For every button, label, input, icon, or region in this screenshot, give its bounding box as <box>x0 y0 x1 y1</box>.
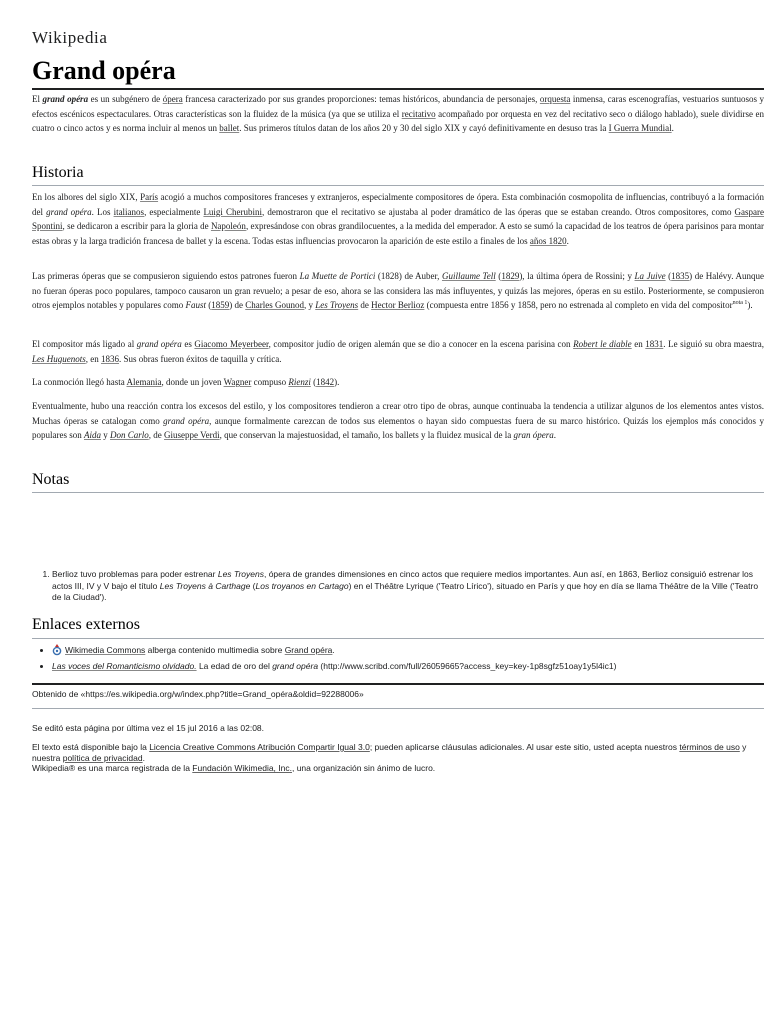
text-run: . <box>671 123 674 134</box>
text-run: , en <box>85 353 101 364</box>
inline-link[interactable]: Wagner <box>223 377 252 387</box>
text-run: , especialmente <box>144 206 204 217</box>
text-run: . Sus primeros títulos datan de los años 20 y 30 del siglo XIX y cayó definitivamente en desuso tras la <box>239 123 609 134</box>
inline-link[interactable]: Napoleón <box>210 221 246 232</box>
wikimedia-commons-icon <box>52 644 62 656</box>
inline-link[interactable]: 1831 <box>645 339 664 349</box>
inline-link[interactable]: ballet <box>219 123 240 134</box>
text-run: La conmoción llegó hasta <box>32 377 127 387</box>
inline-link[interactable]: Charles Gounod <box>245 300 304 311</box>
list-item <box>52 643 764 657</box>
text-run: Las primeras óperas que se compusieron siguiendo estos patrones fueron <box>32 271 300 281</box>
text-run: grand opéra <box>46 206 92 217</box>
inline-link[interactable]: 1859 <box>211 300 230 311</box>
text-run: grand opéra <box>42 94 89 104</box>
text-run: El texto está disponible bajo la <box>32 742 150 752</box>
text-run: . <box>332 645 335 655</box>
inline-link[interactable]: Guillaume Tell <box>441 271 496 281</box>
text-run: . Sus obras fueron éxitos de taquilla y crítica. <box>119 353 282 364</box>
inline-link[interactable]: Gaspare Spontini <box>32 206 765 232</box>
text-run: , de <box>148 430 165 441</box>
text-run: alberga contenido multimedia sobre <box>145 645 285 655</box>
inline-link[interactable]: recitativo <box>401 108 436 119</box>
text-run: ( <box>250 580 256 591</box>
text-run: gran ópera <box>513 430 554 441</box>
section-heading-notas: Notas <box>32 471 70 488</box>
inline-link[interactable]: París <box>140 192 159 202</box>
inline-link[interactable]: Les Troyens <box>315 300 359 311</box>
license-text <box>32 742 764 764</box>
inline-link[interactable]: política de privacidad <box>62 753 143 763</box>
text-run: . Le siguió su obra maestra, <box>663 339 765 349</box>
title-divider <box>32 88 764 90</box>
inline-link[interactable]: Don Carlo <box>110 430 149 441</box>
text-run: francesa caracterizado por sus grandes proporciones: temas históricos, abundancia de personajes, <box>182 94 540 104</box>
text-run: ) de Halévy. Aunque no fueran óperas poco populares, tampoco causaron un gran revuelo; a pesar de eso, ahora se las considera las más influyentes, y quizás las mejores, óperas en su estilo. Posteriormente, se compusieron otros ejemplos notables y populares como <box>32 271 765 311</box>
notes-list <box>32 569 764 604</box>
text-run: ( <box>495 271 502 281</box>
text-run: ) en el Théâtre Lyrique ('Teatro Lírico'), situado en París y que hoy en día se llama Théâtre de la Ville ('Teatro de la Ciudad'). <box>52 580 759 602</box>
text-run: ) de <box>229 300 246 311</box>
section-heading-enlaces: Enlaces externos <box>32 616 140 633</box>
intro-paragraph <box>32 92 764 136</box>
inline-link[interactable]: Rienzi <box>288 377 311 387</box>
text-run: acompañado por orquesta en vez del recitativo seco o diálogo hablado), suele dividirse en cuatro o cinco actos y es norma incluir al menos un <box>32 108 764 134</box>
historia-paragraph-1 <box>32 190 764 249</box>
text-run: grand opéra <box>163 415 210 426</box>
inline-link[interactable]: Robert le diable <box>573 339 632 349</box>
inline-link[interactable]: Hector Berlioz <box>371 300 425 311</box>
text-run: ), la última ópera de Rossini; y <box>519 271 635 281</box>
external-links-list <box>32 643 764 675</box>
text-run: Les Troyens à Carthage <box>159 580 251 591</box>
text-run: en <box>631 339 646 349</box>
text-run: , y <box>304 300 316 311</box>
inline-link[interactable]: Licencia Creative Commons Atribución Compartir Igual 3.0 <box>149 742 370 752</box>
text-run: , expresándose con obras grandilocuentes, a la medida del emperador. A esto se sumó la capacidad de los teatros de ópera parisinos para montar estas obras y la larga tradición francesa de ballet y la escena. Todas estas influencias provocaron la aparición de este estilo a finales de los <box>32 221 764 247</box>
footer-divider <box>32 708 764 709</box>
note-reference[interactable]: nota 1 <box>732 300 748 307</box>
text-run: y nuestra <box>32 742 747 763</box>
text-run: Eventualmente, hubo una reacción contra los excesos del estilo, y los compositores tendieron a crear otro tipo de obras, aunque continuaba la tendencia a utilizar algunos de los elementos antes vistos. Muchas óperas se catalogan como <box>32 401 764 426</box>
text-run: (http://www.scribd.com/full/26059665?access_key=key-1p8sgfz51oay1y5l4ic1) <box>318 661 617 671</box>
inline-link[interactable]: Giuseppe Verdi <box>164 430 220 441</box>
text-run: Berlioz tuvo problemas para poder estrenar <box>52 569 218 579</box>
historia-paragraph-5 <box>32 399 764 443</box>
text-run: , se dedicaron a escribir para la gloria de <box>62 221 211 232</box>
text-run: y <box>101 430 110 441</box>
text-run: ; pueden aplicarse cláusulas adicionales. Al usar este sitio, usted acepta nuestros <box>369 742 680 752</box>
text-run: compuso <box>251 377 289 387</box>
inline-link[interactable]: términos de uso <box>679 742 740 752</box>
list-item <box>52 659 764 673</box>
section-divider <box>32 638 764 639</box>
page-title: Grand opéra <box>32 56 176 85</box>
text-run: Faust <box>185 300 206 311</box>
text-run: , aunque formalmente carezcan de todos sus elementos o hayan sido compuestas fuera de su marco histórico. Quizás los ejemplos más conocidos y populares son <box>32 415 764 441</box>
text-run: . <box>566 236 569 247</box>
text-run: (1828) de Auber, <box>375 271 442 281</box>
text-run: . Los <box>91 206 114 217</box>
text-run: ). <box>334 377 340 387</box>
trademark-text <box>32 763 764 774</box>
text-run: , demostraron que el recitativo se ajustaba al poder dramático de las óperas que se estaban creando. Otros compositores, como <box>262 206 735 217</box>
inline-link[interactable]: Las voces del Romanticismo olvidado. <box>52 661 197 671</box>
text-run: , compositor judío de origen alemán que se dio a conocer en la escena parisina con <box>268 339 574 349</box>
text-run: es <box>181 339 195 349</box>
text-run: grand opéra <box>272 661 319 671</box>
inline-link[interactable]: Grand opéra <box>284 645 333 655</box>
text-run: de <box>358 300 372 311</box>
inline-link[interactable]: 1836 <box>101 353 119 364</box>
wikipedia-wordmark[interactable]: Wikipedia <box>32 28 108 47</box>
text-run: La Muette de Portici <box>299 271 376 281</box>
inline-link[interactable]: Aida <box>84 430 101 441</box>
text-run: En los albores del siglo XIX, <box>32 192 141 202</box>
inline-link[interactable]: orquesta <box>539 94 571 104</box>
inline-link[interactable]: Luigi Cherubini <box>203 206 263 217</box>
text-run: , una organización sin ánimo de lucro. <box>291 763 436 773</box>
inline-link[interactable]: 1835 <box>671 271 690 281</box>
inline-link[interactable]: italianos <box>113 206 145 217</box>
inline-link[interactable]: Fundación Wikimedia, Inc. <box>192 763 292 773</box>
text-run: ( <box>310 377 317 387</box>
inline-link[interactable]: 1842 <box>316 377 335 387</box>
text-run: Wikipedia® es una marca registrada de la <box>32 763 193 773</box>
inline-link[interactable]: Alemania <box>126 377 162 387</box>
text-run: El <box>32 94 43 104</box>
text-run: (compuesta entre 1856 y 1858, pero no estrenada al completo en vida del compositor <box>424 300 733 311</box>
text-run: La edad de oro del <box>196 661 273 671</box>
inline-link[interactable]: La Juive <box>634 271 666 281</box>
text-run: , donde un joven <box>161 377 224 387</box>
inline-link[interactable]: ópera <box>162 94 183 104</box>
text-run: ( <box>665 271 672 281</box>
retrieved-from: Obtenido de «https://es.wikipedia.org/w/index.php?title=Grand_opéra&oldid=92288006» <box>32 689 364 699</box>
text-run: ( <box>206 300 212 311</box>
text-run: ). <box>747 300 753 311</box>
section-divider <box>32 492 764 493</box>
inline-link[interactable]: 1829 <box>501 271 520 281</box>
text-run: . <box>142 753 145 763</box>
last-edit: Se editó esta página por última vez el 15 jul 2016 a las 02:08. <box>32 723 265 733</box>
text-run: , ópera de grandes dimensiones en cinco actos que requiere medios importantes. Aun así, en 1863, Berlioz consiguió estrenar los actos III, IV y V bajo el título <box>52 569 754 591</box>
text-run: acogió a muchos compositores franceses y extranjeros, especialmente compositores de ópera. Esta combinación cosmopolita de influencias, contribuyó a la formación del <box>32 192 764 217</box>
historia-paragraph-4 <box>32 375 764 390</box>
text-run: inmensa, caras escenografías, vestuarios suntuosos y efectos escénicos espectaculares. Otras características son la fluidez de la música (ya que se utiliza el <box>32 94 765 119</box>
text-run: . <box>553 430 557 441</box>
text-run: , que conservan la majestuosidad, el tamaño, los ballets y la fluidez musical de la <box>219 430 514 441</box>
historia-paragraph-2 <box>32 269 764 313</box>
text-run: El compositor más ligado al <box>32 339 137 349</box>
inline-link[interactable]: Les Huguenots <box>32 353 86 364</box>
section-divider <box>32 185 764 186</box>
text-run: Les Troyens <box>217 569 264 579</box>
content-end-divider <box>32 683 764 685</box>
inline-link[interactable]: Giacomo Meyerbeer <box>194 339 269 349</box>
section-heading-historia: Historia <box>32 164 84 181</box>
list-item <box>52 569 764 604</box>
inline-link[interactable]: años 1820 <box>529 236 567 247</box>
inline-link[interactable]: Wikimedia Commons <box>65 645 146 655</box>
text-run: Los troyanos en Cartago <box>255 580 349 591</box>
inline-link[interactable]: I Guerra Mundial <box>608 123 672 134</box>
text-run: grand opéra <box>136 339 182 349</box>
historia-paragraph-3 <box>32 337 764 366</box>
text-run: es un subgénero de <box>88 94 163 104</box>
